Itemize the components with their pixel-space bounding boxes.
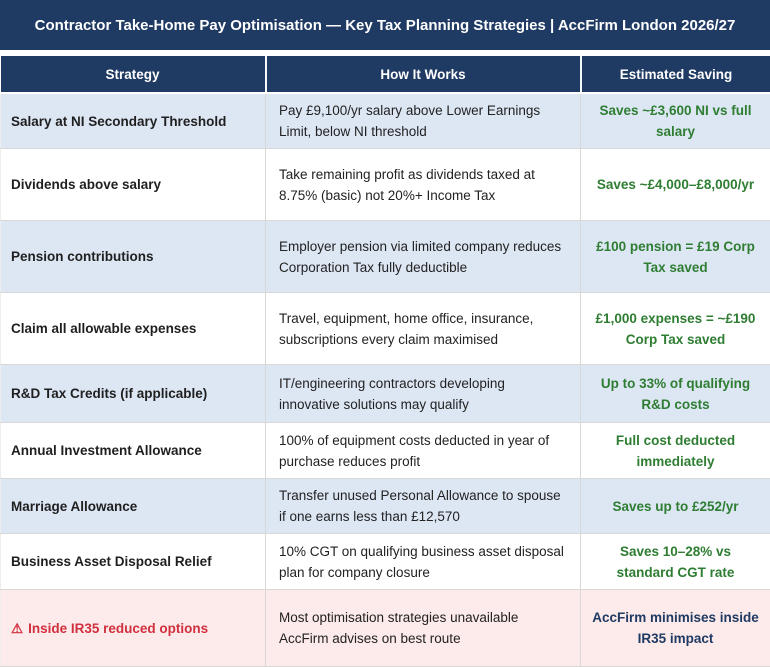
table-row	[1, 93, 770, 149]
header-row	[1, 56, 770, 93]
title-bar	[0, 0, 770, 50]
column-header-strategy: Strategy	[1, 56, 266, 93]
estimated-saving-cell: Full cost deducted immediately	[581, 423, 770, 479]
how-it-works-cell: 10% CGT on qualifying business asset disposal plan for company closure	[266, 534, 581, 590]
how-it-works-cell: Travel, equipment, home office, insurance, subscriptions every claim maximised	[266, 293, 581, 365]
strategy-cell	[1, 149, 266, 221]
column-header-estimated-saving: Estimated Saving	[581, 56, 770, 93]
strategy-label: Business Asset Disposal Relief	[11, 554, 212, 569]
table-row	[1, 590, 770, 667]
how-it-works-cell: Most optimisation strategies unavailable AccFirm advises on best route	[266, 590, 581, 667]
table-row	[1, 221, 770, 293]
column-header-how-it-works: How It Works	[266, 56, 581, 93]
table-row	[1, 365, 770, 423]
how-it-works-cell: IT/engineering contractors developing innovative solutions may qualify	[266, 365, 581, 423]
strategy-label: Claim all allowable expenses	[11, 321, 196, 336]
strategy-label: Inside IR35 reduced options	[28, 621, 208, 636]
warning-icon: ⚠	[11, 618, 23, 639]
strategy-cell	[1, 365, 266, 423]
strategies-table	[0, 56, 770, 667]
page-title: Contractor Take-Home Pay Optimisation — Key Tax Planning Strategies | AccFirm London 2026/27	[35, 15, 736, 36]
strategy-cell	[1, 534, 266, 590]
estimated-saving-cell: Saves 10–28% vs standard CGT rate	[581, 534, 770, 590]
how-it-works-cell: Take remaining profit as dividends taxed at 8.75% (basic) not 20%+ Income Tax	[266, 149, 581, 221]
how-it-works-cell: Pay £9,100/yr salary above Lower Earnings Limit, below NI threshold	[266, 93, 581, 149]
strategy-label: Marriage Allowance	[11, 499, 137, 514]
strategy-cell	[1, 293, 266, 365]
strategy-label: Dividends above salary	[11, 177, 161, 192]
strategy-cell	[1, 590, 266, 667]
table-row	[1, 423, 770, 479]
strategy-label: Salary at NI Secondary Threshold	[11, 114, 226, 129]
table-row	[1, 534, 770, 590]
estimated-saving-cell: £100 pension = £19 Corp Tax saved	[581, 221, 770, 293]
estimated-saving-cell: Up to 33% of qualifying R&D costs	[581, 365, 770, 423]
strategy-label: R&D Tax Credits (if applicable)	[11, 386, 207, 401]
strategy-cell	[1, 93, 266, 149]
table-row	[1, 149, 770, 221]
estimated-saving-cell: £1,000 expenses = ~£190 Corp Tax saved	[581, 293, 770, 365]
how-it-works-cell: 100% of equipment costs deducted in year of purchase reduces profit	[266, 423, 581, 479]
estimated-saving-cell: Saves ~£4,000–£8,000/yr	[581, 149, 770, 221]
how-it-works-cell: Transfer unused Personal Allowance to spouse if one earns less than £12,570	[266, 479, 581, 534]
estimated-saving-cell: Saves up to £252/yr	[581, 479, 770, 534]
strategy-label: Pension contributions	[11, 249, 154, 264]
table-row	[1, 293, 770, 365]
estimated-saving-cell: AccFirm minimises inside IR35 impact	[581, 590, 770, 667]
strategy-cell	[1, 479, 266, 534]
how-it-works-cell: Employer pension via limited company reduces Corporation Tax fully deductible	[266, 221, 581, 293]
strategy-cell	[1, 221, 266, 293]
table-row	[1, 479, 770, 534]
strategy-cell	[1, 423, 266, 479]
estimated-saving-cell: Saves ~£3,600 NI vs full salary	[581, 93, 770, 149]
strategy-label: Annual Investment Allowance	[11, 443, 202, 458]
